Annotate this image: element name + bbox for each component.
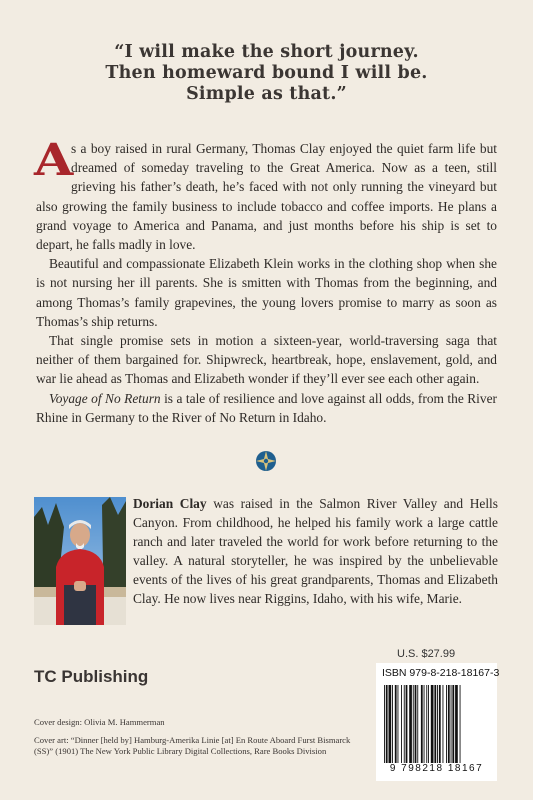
author-bio-text: was raised in the Salmon River Valley and Hells Canyon. From childhood, he helped his family work a large cattle ranch and later traveled the world for work before returning to the valley. A natural storyteller, he was inspired by the unbelievable events of the lives of his great grandparents, Thomas and Elizabeth Clay. He now lives near Riggins, Idaho, with his wife, Marie. xyxy=(133,496,498,607)
pull-quote xyxy=(40,42,493,105)
cover-design-credit: Cover design: Olivia M. Hammerman xyxy=(34,717,165,727)
synopsis-paragraph-1 xyxy=(34,135,497,254)
drop-cap: A xyxy=(34,135,74,186)
isbn-label: ISBN 979-8-218-18167-3 xyxy=(382,667,500,679)
pull-quote-line-2: Then homeward bound I will be. xyxy=(105,63,428,83)
isbn-barcode-block xyxy=(376,663,500,781)
book-synopsis xyxy=(34,135,497,427)
synopsis-paragraph-1-text: s a boy raised in rural Germany, Thomas Clay enjoyed the quiet farm life but dreamed of someday traveling to the Great America. Now as a teen, still grieving his father’s death, he’s faced with not only running the vineyard but also growing the family business to include tobacco and coffee imports. He plans a grand voyage to America and Panama, and just months before his ship is set to depart, he falls madly in love. xyxy=(36,141,497,253)
synopsis-paragraph-3: That single promise sets in motion a sixteen-year, world-traversing saga that neither of them bargained for. Shipwreck, heartbreak, hope, enslavement, gold, and war lie ahead as Thomas and Elizabeth wonder if they’ll ever see each other again. xyxy=(36,333,497,387)
synopsis-paragraph-4-text: is a tale of resilience and love against all odds, from the River Rhine in Germany to the River of No Return in Idaho. xyxy=(36,390,497,425)
author-photo xyxy=(34,497,126,625)
barcode xyxy=(382,685,491,763)
book-title-italic: Voyage of No Return xyxy=(49,390,161,406)
cover-art-credit: Cover art: “Dinner [held by] Hamburg-Amerika Linie [at] En Route Aboard Furst Bismarck (SS)” (1901) The New York Public Library Digital Collections, Rare Books Division xyxy=(34,735,351,756)
author-name: Dorian Clay xyxy=(133,496,207,511)
barcode-digits: 9 798218 18167 xyxy=(389,763,484,774)
price-label: U.S. $27.99 xyxy=(397,648,456,660)
pull-quote-line-3: Simple as that.” xyxy=(186,84,347,104)
pull-quote-line-1: “I will make the short journey. xyxy=(114,42,419,62)
author-bio xyxy=(133,494,498,609)
compass-rose-ornament-icon xyxy=(254,449,278,473)
synopsis-paragraph-4 xyxy=(36,389,497,427)
cover-credits xyxy=(34,717,354,764)
synopsis-paragraph-2: Beautiful and compassionate Elizabeth Klein works in the clothing shop when she is not nursing her ill parents. She is smitten with Thomas from the beginning, and among Thomas’s family grapevines, the young lovers promise to marry as soon as Thomas’s ship returns. xyxy=(36,256,497,329)
publisher-logo: TC Publishing xyxy=(34,667,149,686)
